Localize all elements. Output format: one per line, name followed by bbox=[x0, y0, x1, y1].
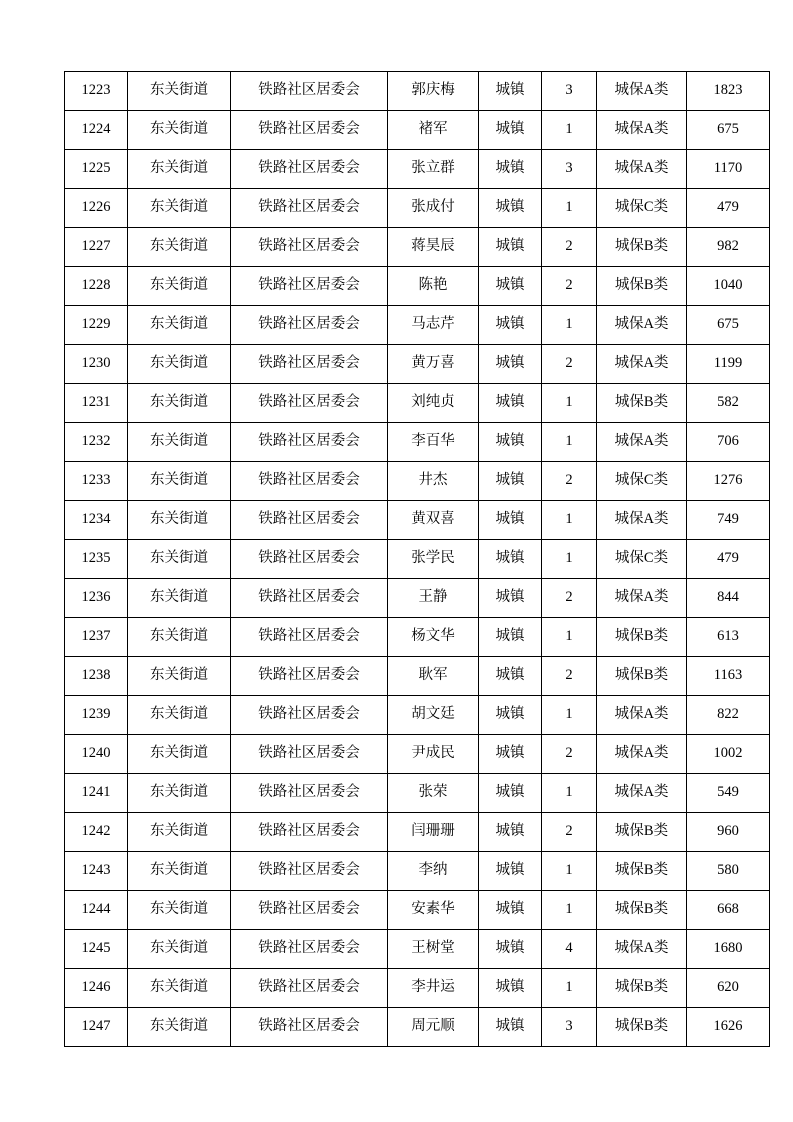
cell-name: 尹成民 bbox=[388, 735, 479, 774]
cell-id: 1238 bbox=[65, 657, 128, 696]
cell-id: 1230 bbox=[65, 345, 128, 384]
table-row bbox=[65, 774, 770, 813]
cell-community: 铁路社区居委会 bbox=[231, 540, 388, 579]
cell-id: 1237 bbox=[65, 618, 128, 657]
cell-community: 铁路社区居委会 bbox=[231, 189, 388, 228]
cell-name: 胡文廷 bbox=[388, 696, 479, 735]
cell-household-type: 城镇 bbox=[479, 111, 542, 150]
cell-amount: 549 bbox=[687, 774, 770, 813]
cell-category: 城保C类 bbox=[597, 462, 687, 501]
cell-community: 铁路社区居委会 bbox=[231, 891, 388, 930]
table-row bbox=[65, 111, 770, 150]
cell-street: 东关街道 bbox=[128, 384, 231, 423]
cell-person-count: 1 bbox=[542, 111, 597, 150]
cell-household-type: 城镇 bbox=[479, 735, 542, 774]
table-row bbox=[65, 852, 770, 891]
table-row bbox=[65, 267, 770, 306]
table-row bbox=[65, 618, 770, 657]
cell-amount: 822 bbox=[687, 696, 770, 735]
cell-category: 城保A类 bbox=[597, 774, 687, 813]
cell-street: 东关街道 bbox=[128, 228, 231, 267]
cell-household-type: 城镇 bbox=[479, 72, 542, 111]
cell-category: 城保B类 bbox=[597, 228, 687, 267]
cell-street: 东关街道 bbox=[128, 150, 231, 189]
cell-community: 铁路社区居委会 bbox=[231, 228, 388, 267]
cell-community: 铁路社区居委会 bbox=[231, 150, 388, 189]
cell-amount: 675 bbox=[687, 306, 770, 345]
cell-community: 铁路社区居委会 bbox=[231, 930, 388, 969]
cell-person-count: 2 bbox=[542, 267, 597, 306]
cell-id: 1227 bbox=[65, 228, 128, 267]
cell-id: 1231 bbox=[65, 384, 128, 423]
cell-category: 城保A类 bbox=[597, 930, 687, 969]
table-row bbox=[65, 891, 770, 930]
cell-amount: 1823 bbox=[687, 72, 770, 111]
cell-person-count: 1 bbox=[542, 969, 597, 1008]
cell-street: 东关街道 bbox=[128, 891, 231, 930]
cell-street: 东关街道 bbox=[128, 735, 231, 774]
cell-amount: 675 bbox=[687, 111, 770, 150]
cell-community: 铁路社区居委会 bbox=[231, 423, 388, 462]
cell-name: 张立群 bbox=[388, 150, 479, 189]
cell-id: 1226 bbox=[65, 189, 128, 228]
cell-name: 刘纯贞 bbox=[388, 384, 479, 423]
cell-category: 城保B类 bbox=[597, 852, 687, 891]
cell-street: 东关街道 bbox=[128, 306, 231, 345]
cell-street: 东关街道 bbox=[128, 852, 231, 891]
cell-category: 城保B类 bbox=[597, 813, 687, 852]
cell-category: 城保C类 bbox=[597, 189, 687, 228]
cell-name: 李百华 bbox=[388, 423, 479, 462]
cell-street: 东关街道 bbox=[128, 72, 231, 111]
subsidy-table bbox=[64, 71, 770, 1047]
cell-person-count: 2 bbox=[542, 735, 597, 774]
cell-street: 东关街道 bbox=[128, 774, 231, 813]
cell-household-type: 城镇 bbox=[479, 150, 542, 189]
cell-name: 李井运 bbox=[388, 969, 479, 1008]
table-row bbox=[65, 228, 770, 267]
cell-id: 1224 bbox=[65, 111, 128, 150]
cell-amount: 1170 bbox=[687, 150, 770, 189]
cell-category: 城保A类 bbox=[597, 501, 687, 540]
cell-street: 东关街道 bbox=[128, 540, 231, 579]
cell-name: 井杰 bbox=[388, 462, 479, 501]
cell-person-count: 1 bbox=[542, 618, 597, 657]
cell-household-type: 城镇 bbox=[479, 462, 542, 501]
cell-amount: 960 bbox=[687, 813, 770, 852]
cell-household-type: 城镇 bbox=[479, 696, 542, 735]
cell-category: 城保B类 bbox=[597, 891, 687, 930]
cell-person-count: 2 bbox=[542, 345, 597, 384]
cell-category: 城保A类 bbox=[597, 72, 687, 111]
table-row bbox=[65, 345, 770, 384]
cell-category: 城保B类 bbox=[597, 267, 687, 306]
cell-category: 城保B类 bbox=[597, 384, 687, 423]
cell-household-type: 城镇 bbox=[479, 618, 542, 657]
table-body bbox=[65, 72, 770, 1047]
cell-person-count: 1 bbox=[542, 189, 597, 228]
table-row bbox=[65, 813, 770, 852]
cell-amount: 749 bbox=[687, 501, 770, 540]
cell-amount: 668 bbox=[687, 891, 770, 930]
cell-person-count: 1 bbox=[542, 852, 597, 891]
cell-name: 张成付 bbox=[388, 189, 479, 228]
table-row bbox=[65, 1008, 770, 1047]
cell-category: 城保A类 bbox=[597, 111, 687, 150]
cell-id: 1240 bbox=[65, 735, 128, 774]
cell-id: 1243 bbox=[65, 852, 128, 891]
cell-amount: 582 bbox=[687, 384, 770, 423]
cell-street: 东关街道 bbox=[128, 813, 231, 852]
cell-category: 城保A类 bbox=[597, 150, 687, 189]
cell-household-type: 城镇 bbox=[479, 813, 542, 852]
table-row bbox=[65, 735, 770, 774]
cell-household-type: 城镇 bbox=[479, 969, 542, 1008]
cell-community: 铁路社区居委会 bbox=[231, 813, 388, 852]
cell-category: 城保A类 bbox=[597, 345, 687, 384]
cell-name: 张荣 bbox=[388, 774, 479, 813]
cell-id: 1247 bbox=[65, 1008, 128, 1047]
cell-community: 铁路社区居委会 bbox=[231, 657, 388, 696]
cell-community: 铁路社区居委会 bbox=[231, 306, 388, 345]
cell-person-count: 1 bbox=[542, 774, 597, 813]
cell-person-count: 2 bbox=[542, 657, 597, 696]
cell-amount: 1626 bbox=[687, 1008, 770, 1047]
cell-name: 黄双喜 bbox=[388, 501, 479, 540]
cell-household-type: 城镇 bbox=[479, 1008, 542, 1047]
cell-name: 黄万喜 bbox=[388, 345, 479, 384]
cell-household-type: 城镇 bbox=[479, 540, 542, 579]
cell-person-count: 1 bbox=[542, 501, 597, 540]
cell-person-count: 1 bbox=[542, 384, 597, 423]
cell-name: 褚军 bbox=[388, 111, 479, 150]
cell-id: 1241 bbox=[65, 774, 128, 813]
cell-community: 铁路社区居委会 bbox=[231, 111, 388, 150]
cell-amount: 1040 bbox=[687, 267, 770, 306]
cell-category: 城保A类 bbox=[597, 423, 687, 462]
cell-id: 1239 bbox=[65, 696, 128, 735]
table-row bbox=[65, 579, 770, 618]
cell-community: 铁路社区居委会 bbox=[231, 345, 388, 384]
cell-amount: 613 bbox=[687, 618, 770, 657]
cell-category: 城保B类 bbox=[597, 618, 687, 657]
cell-community: 铁路社区居委会 bbox=[231, 1008, 388, 1047]
cell-household-type: 城镇 bbox=[479, 579, 542, 618]
cell-id: 1223 bbox=[65, 72, 128, 111]
cell-id: 1232 bbox=[65, 423, 128, 462]
cell-person-count: 1 bbox=[542, 540, 597, 579]
cell-household-type: 城镇 bbox=[479, 267, 542, 306]
cell-person-count: 1 bbox=[542, 696, 597, 735]
cell-category: 城保B类 bbox=[597, 1008, 687, 1047]
cell-category: 城保B类 bbox=[597, 969, 687, 1008]
cell-category: 城保A类 bbox=[597, 579, 687, 618]
cell-name: 郭庆梅 bbox=[388, 72, 479, 111]
cell-amount: 1002 bbox=[687, 735, 770, 774]
table-row bbox=[65, 930, 770, 969]
cell-person-count: 1 bbox=[542, 306, 597, 345]
table-row bbox=[65, 501, 770, 540]
cell-id: 1236 bbox=[65, 579, 128, 618]
cell-name: 闫珊珊 bbox=[388, 813, 479, 852]
table-row bbox=[65, 540, 770, 579]
cell-name: 王树堂 bbox=[388, 930, 479, 969]
cell-street: 东关街道 bbox=[128, 969, 231, 1008]
cell-name: 张学民 bbox=[388, 540, 479, 579]
cell-street: 东关街道 bbox=[128, 579, 231, 618]
cell-street: 东关街道 bbox=[128, 111, 231, 150]
cell-community: 铁路社区居委会 bbox=[231, 774, 388, 813]
cell-household-type: 城镇 bbox=[479, 384, 542, 423]
cell-person-count: 4 bbox=[542, 930, 597, 969]
cell-id: 1242 bbox=[65, 813, 128, 852]
cell-community: 铁路社区居委会 bbox=[231, 267, 388, 306]
cell-community: 铁路社区居委会 bbox=[231, 969, 388, 1008]
cell-street: 东关街道 bbox=[128, 930, 231, 969]
cell-community: 铁路社区居委会 bbox=[231, 501, 388, 540]
cell-id: 1234 bbox=[65, 501, 128, 540]
cell-category: 城保A类 bbox=[597, 735, 687, 774]
cell-name: 王静 bbox=[388, 579, 479, 618]
cell-amount: 706 bbox=[687, 423, 770, 462]
cell-person-count: 3 bbox=[542, 1008, 597, 1047]
cell-name: 马志芹 bbox=[388, 306, 479, 345]
table-row bbox=[65, 696, 770, 735]
cell-person-count: 3 bbox=[542, 150, 597, 189]
cell-community: 铁路社区居委会 bbox=[231, 618, 388, 657]
cell-amount: 982 bbox=[687, 228, 770, 267]
cell-amount: 580 bbox=[687, 852, 770, 891]
cell-amount: 1163 bbox=[687, 657, 770, 696]
table-row bbox=[65, 384, 770, 423]
cell-amount: 620 bbox=[687, 969, 770, 1008]
cell-person-count: 2 bbox=[542, 228, 597, 267]
cell-community: 铁路社区居委会 bbox=[231, 696, 388, 735]
cell-community: 铁路社区居委会 bbox=[231, 384, 388, 423]
cell-person-count: 3 bbox=[542, 72, 597, 111]
table-row bbox=[65, 462, 770, 501]
table-row bbox=[65, 306, 770, 345]
cell-household-type: 城镇 bbox=[479, 345, 542, 384]
cell-street: 东关街道 bbox=[128, 462, 231, 501]
cell-person-count: 1 bbox=[542, 891, 597, 930]
cell-name: 蒋昊辰 bbox=[388, 228, 479, 267]
cell-id: 1229 bbox=[65, 306, 128, 345]
cell-household-type: 城镇 bbox=[479, 501, 542, 540]
table-row bbox=[65, 423, 770, 462]
cell-amount: 1276 bbox=[687, 462, 770, 501]
cell-street: 东关街道 bbox=[128, 1008, 231, 1047]
cell-community: 铁路社区居委会 bbox=[231, 462, 388, 501]
cell-street: 东关街道 bbox=[128, 189, 231, 228]
cell-category: 城保A类 bbox=[597, 306, 687, 345]
table-row bbox=[65, 657, 770, 696]
cell-person-count: 2 bbox=[542, 462, 597, 501]
cell-household-type: 城镇 bbox=[479, 189, 542, 228]
cell-street: 东关街道 bbox=[128, 696, 231, 735]
cell-community: 铁路社区居委会 bbox=[231, 735, 388, 774]
cell-id: 1244 bbox=[65, 891, 128, 930]
cell-person-count: 2 bbox=[542, 579, 597, 618]
cell-community: 铁路社区居委会 bbox=[231, 579, 388, 618]
cell-household-type: 城镇 bbox=[479, 774, 542, 813]
cell-id: 1225 bbox=[65, 150, 128, 189]
cell-street: 东关街道 bbox=[128, 423, 231, 462]
cell-category: 城保B类 bbox=[597, 657, 687, 696]
cell-street: 东关街道 bbox=[128, 267, 231, 306]
cell-street: 东关街道 bbox=[128, 345, 231, 384]
cell-amount: 1680 bbox=[687, 930, 770, 969]
cell-community: 铁路社区居委会 bbox=[231, 852, 388, 891]
cell-name: 李纳 bbox=[388, 852, 479, 891]
table-row bbox=[65, 189, 770, 228]
cell-amount: 479 bbox=[687, 189, 770, 228]
cell-household-type: 城镇 bbox=[479, 657, 542, 696]
cell-category: 城保A类 bbox=[597, 696, 687, 735]
cell-name: 周元顺 bbox=[388, 1008, 479, 1047]
cell-street: 东关街道 bbox=[128, 618, 231, 657]
table-row bbox=[65, 150, 770, 189]
cell-category: 城保C类 bbox=[597, 540, 687, 579]
cell-household-type: 城镇 bbox=[479, 891, 542, 930]
table-row bbox=[65, 72, 770, 111]
cell-name: 陈艳 bbox=[388, 267, 479, 306]
cell-id: 1245 bbox=[65, 930, 128, 969]
cell-id: 1246 bbox=[65, 969, 128, 1008]
cell-household-type: 城镇 bbox=[479, 228, 542, 267]
cell-id: 1228 bbox=[65, 267, 128, 306]
cell-amount: 479 bbox=[687, 540, 770, 579]
cell-household-type: 城镇 bbox=[479, 423, 542, 462]
cell-person-count: 2 bbox=[542, 813, 597, 852]
table-row bbox=[65, 969, 770, 1008]
cell-amount: 1199 bbox=[687, 345, 770, 384]
cell-name: 安素华 bbox=[388, 891, 479, 930]
cell-id: 1233 bbox=[65, 462, 128, 501]
cell-street: 东关街道 bbox=[128, 501, 231, 540]
cell-name: 耿军 bbox=[388, 657, 479, 696]
cell-name: 杨文华 bbox=[388, 618, 479, 657]
cell-household-type: 城镇 bbox=[479, 930, 542, 969]
cell-household-type: 城镇 bbox=[479, 306, 542, 345]
cell-household-type: 城镇 bbox=[479, 852, 542, 891]
cell-community: 铁路社区居委会 bbox=[231, 72, 388, 111]
cell-person-count: 1 bbox=[542, 423, 597, 462]
cell-id: 1235 bbox=[65, 540, 128, 579]
cell-street: 东关街道 bbox=[128, 657, 231, 696]
cell-amount: 844 bbox=[687, 579, 770, 618]
